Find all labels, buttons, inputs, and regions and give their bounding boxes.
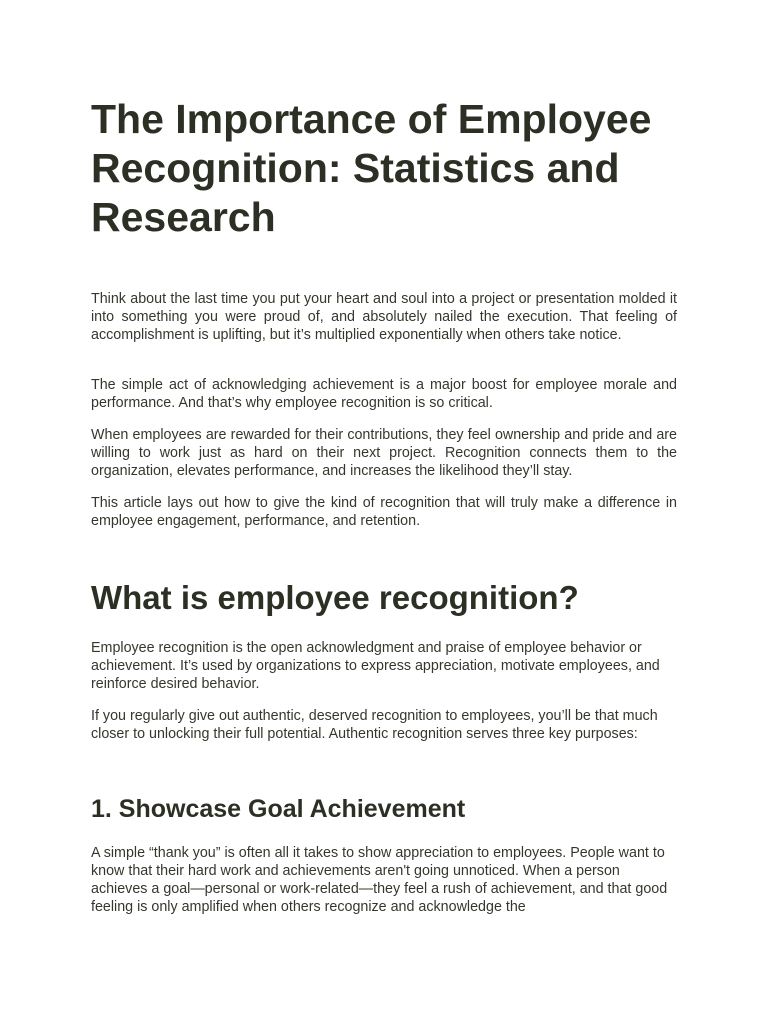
article-title: The Importance of Employee Recognition: Statistics and Research <box>91 96 652 240</box>
subsection-heading-goal-achievement: 1. Showcase Goal Achievement <box>91 795 466 823</box>
intro-paragraph-4: This article lays out how to give the kind of recognition that will truly make a difference in employee engagement, performance, and retention. <box>91 495 677 529</box>
section1-paragraph-2: If you regularly give out authentic, deserved recognition to employees, you’ll be that much closer to unlocking their full potential. Authentic recognition serves three key purposes: <box>91 708 658 742</box>
intro-paragraph-3: When employees are rewarded for their contributions, they feel ownership and pride and are willing to work just as hard on their next project. Recognition connects them to the organization, elevates performance, and increases the likelihood they’ll stay. <box>91 427 677 479</box>
intro-paragraph-2: The simple act of acknowledging achievement is a major boost for employee morale and performance. And that’s why employee recognition is so critical. <box>91 377 677 411</box>
section1-paragraph-1: Employee recognition is the open acknowledgment and praise of employee behavior or achievement. It’s used by organizations to express appreciation, motivate employees, and reinforce desired behavior. <box>91 640 660 692</box>
section-heading-what-is-recognition: What is employee recognition? <box>91 579 579 616</box>
intro-paragraph-1: Think about the last time you put your heart and soul into a project or presentation molded it into something you were proud of, and absolutely nailed the execution. That feeling of accomplishment is uplifting, but it’s multiplied exponentially when others take notice. <box>91 291 677 343</box>
subsection1-paragraph: A simple “thank you” is often all it takes to show appreciation to employees. People want to know that their hard work and achievements aren't going unnoticed. When a person achieves a goal—personal or work-related—they feel a rush of achievement, and that good feeling is only amplified when others recognize and acknowledge the <box>91 845 668 915</box>
